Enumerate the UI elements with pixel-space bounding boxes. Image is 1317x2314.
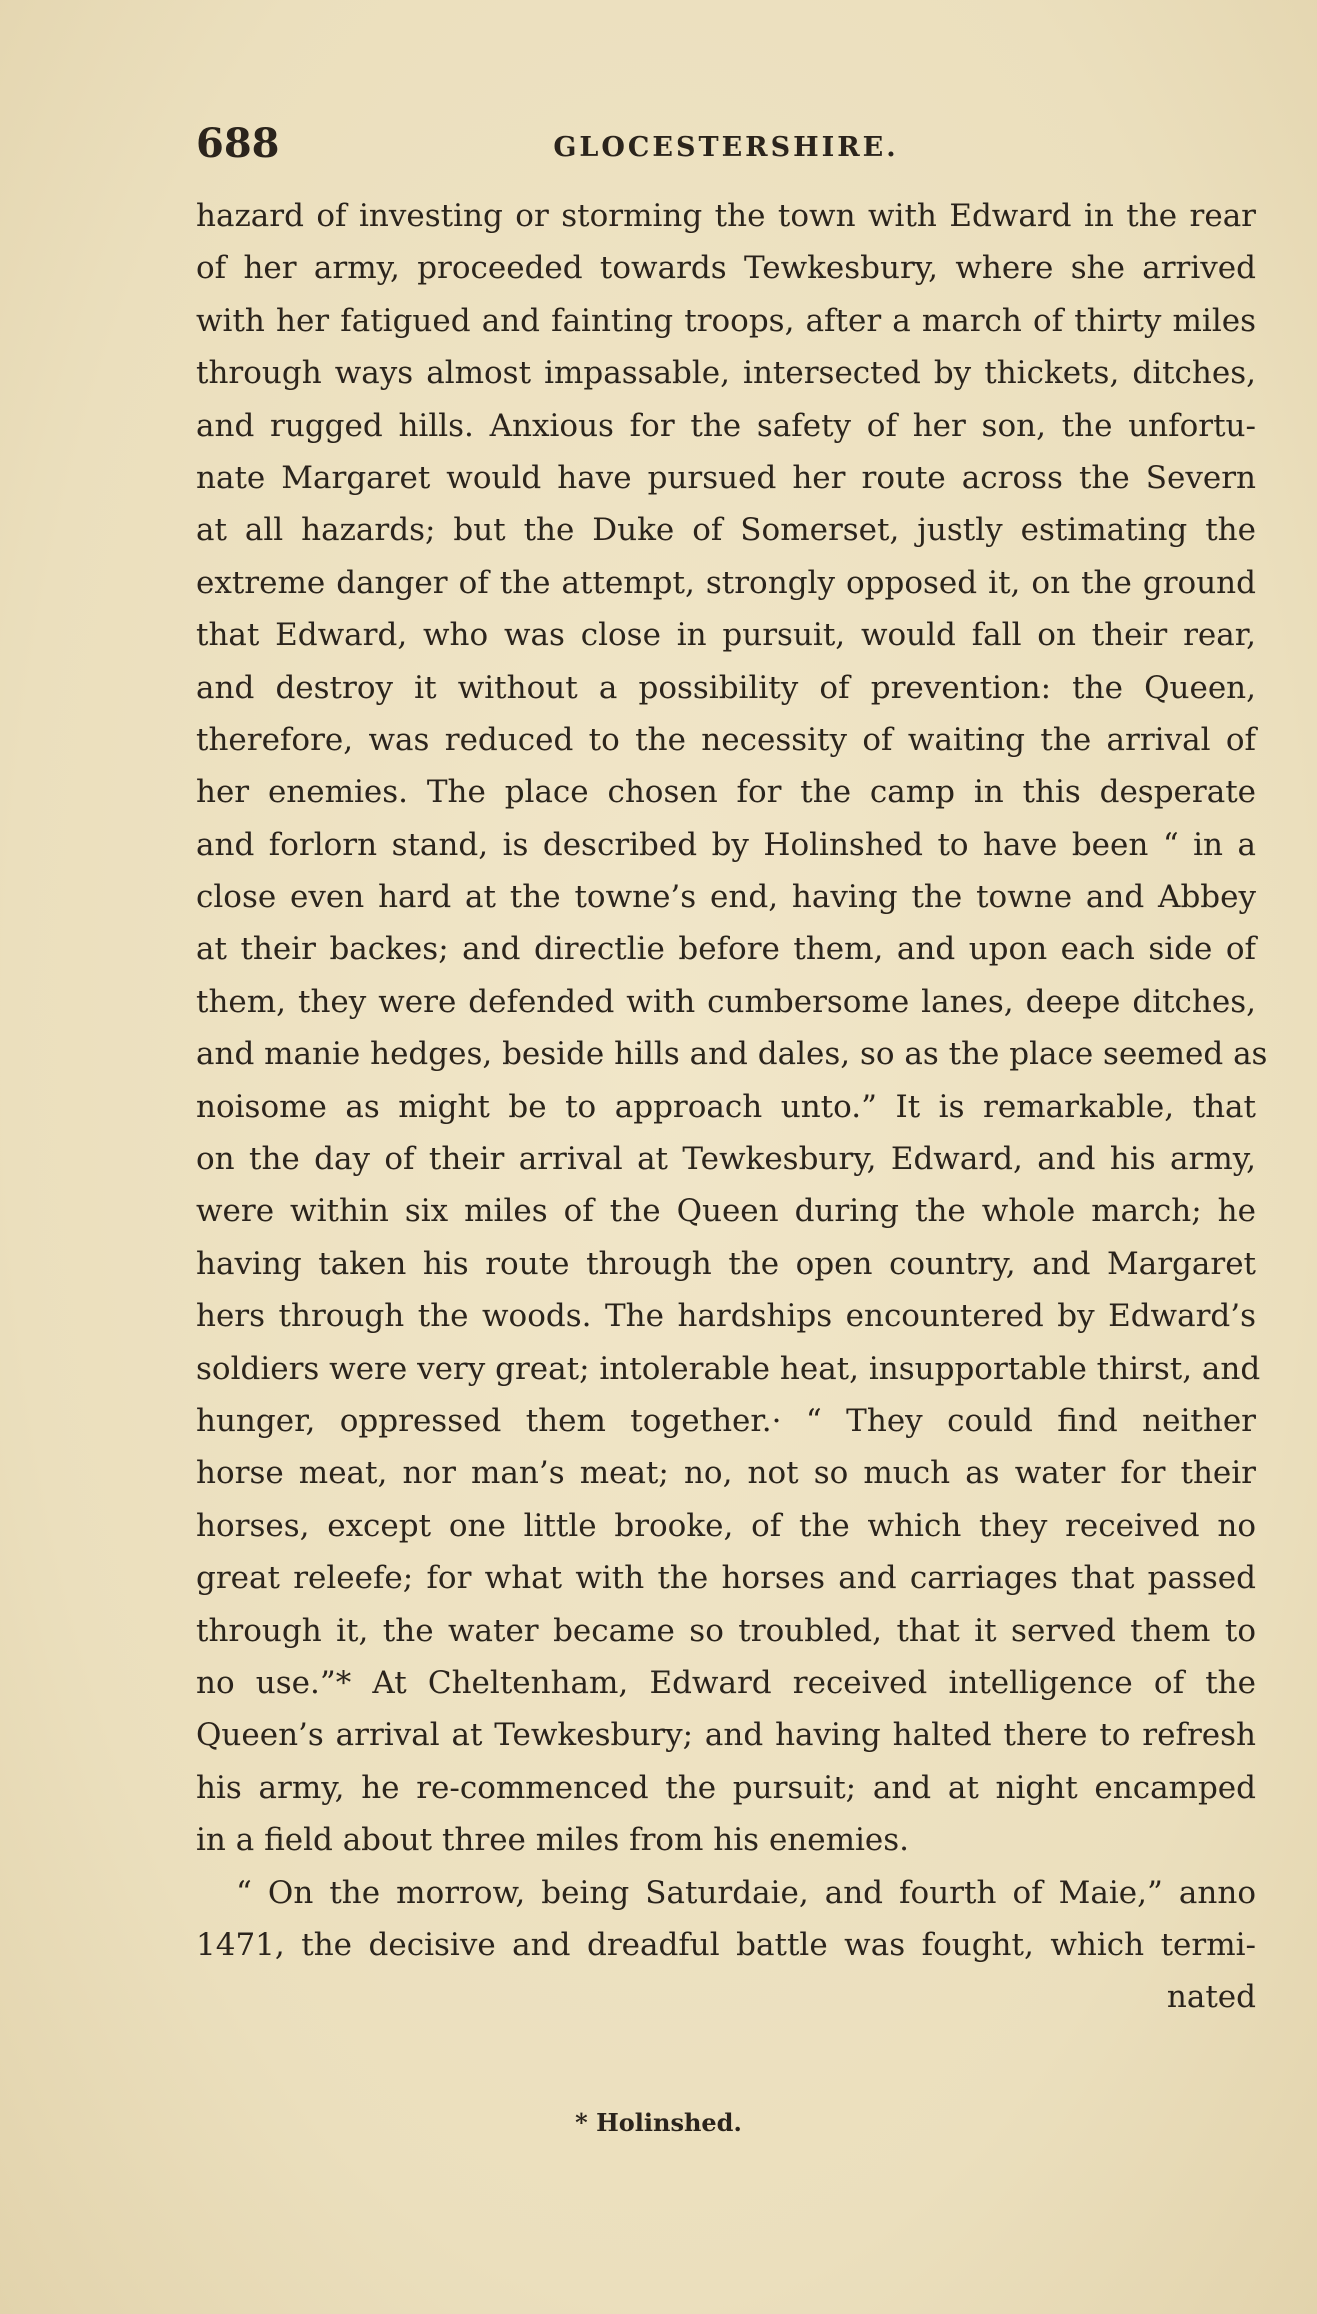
catchword: nated: [1166, 1979, 1256, 2016]
text-line: his army, he re-commenced the pursuit; and at night encamped: [196, 1769, 1256, 1806]
text-line: in a field about three miles from his enemies.: [196, 1822, 910, 1859]
text-line: that Edward, who was close in pursuit, would fall on their rear,: [196, 617, 1256, 654]
text-line: through it, the water became so troubled, that it served them to: [196, 1612, 1256, 1649]
text-line: and destroy it without a possibility of prevention: the Queen,: [196, 669, 1256, 706]
text-line: them, they were defended with cumbersome lanes, deepe ditches,: [196, 983, 1256, 1020]
text-line: Queen’s arrival at Tewkesbury; and having halted there to refresh: [196, 1717, 1256, 1754]
text-line: soldiers were very great; intolerable heat, insupportable thirst, and: [196, 1350, 1261, 1387]
text-line: were within six miles of the Queen during the whole march; he: [196, 1193, 1256, 1230]
text-line: at all hazards; but the Duke of Somerset, justly estimating the: [196, 512, 1256, 549]
text-line: hers through the woods. The hardships encountered by Edward’s: [196, 1298, 1256, 1335]
text-line: therefore, was reduced to the necessity of waiting the arrival of: [196, 721, 1256, 758]
page-number: 688: [196, 120, 280, 167]
running-title: GLOCESTERSHIRE.: [553, 132, 899, 163]
text-line: hazard of investing or storming the town with Edward in the rear: [196, 198, 1256, 234]
text-line: and forlorn stand, is described by Holinshed to have been “ in a: [196, 826, 1256, 863]
body-text: [196, 190, 1268, 2024]
footnote: * Holinshed.: [575, 2108, 742, 2137]
text-line: and rugged hills. Anxious for the safety of her son, the unfortu-: [196, 407, 1256, 444]
text-line: her enemies. The place chosen for the camp in this desperate: [196, 774, 1256, 811]
text-line: at their backes; and directlie before them, and upon each side of: [196, 931, 1256, 968]
text-line: “ On the morrow, being Saturdaie, and fourth of Maie,” anno: [236, 1874, 1256, 1911]
text-line: on the day of their arrival at Tewkesbury, Edward, and his army,: [196, 1141, 1256, 1178]
text-line: and manie hedges, beside hills and dales, so as the place seemed as: [196, 1036, 1268, 1073]
text-line: horse meat, nor man’s meat; no, not so much as water for their: [196, 1455, 1256, 1492]
text-line: great releefe; for what with the horses and carriages that passed: [196, 1560, 1256, 1597]
text-line: horses, except one little brooke, of the which they received no: [196, 1507, 1256, 1544]
text-line: close even hard at the towne’s end, having the towne and Abbey: [196, 879, 1256, 916]
text-line: noisome as might be to approach unto.” It is remarkable, that: [196, 1088, 1256, 1125]
text-line: 1471, the decisive and dreadful battle was fought, which termi-: [196, 1926, 1256, 1963]
text-line: no use.”* At Cheltenham, Edward received intelligence of the: [196, 1664, 1256, 1701]
text-line: nate Margaret would have pursued her route across the Severn: [196, 459, 1256, 496]
page-header: [196, 120, 1256, 170]
text-line: hunger, oppressed them together.· “ They could find neither: [196, 1402, 1256, 1439]
text-line: extreme danger of the attempt, strongly opposed it, on the ground: [196, 564, 1256, 601]
text-line: through ways almost impassable, intersected by thickets, ditches,: [196, 355, 1256, 392]
text-line: of her army, proceeded towards Tewkesbury, where she arrived: [196, 250, 1256, 287]
text-line: having taken his route through the open country, and Margaret: [196, 1245, 1256, 1282]
text-line: with her fatigued and fainting troops, after a march of thirty miles: [196, 302, 1256, 339]
